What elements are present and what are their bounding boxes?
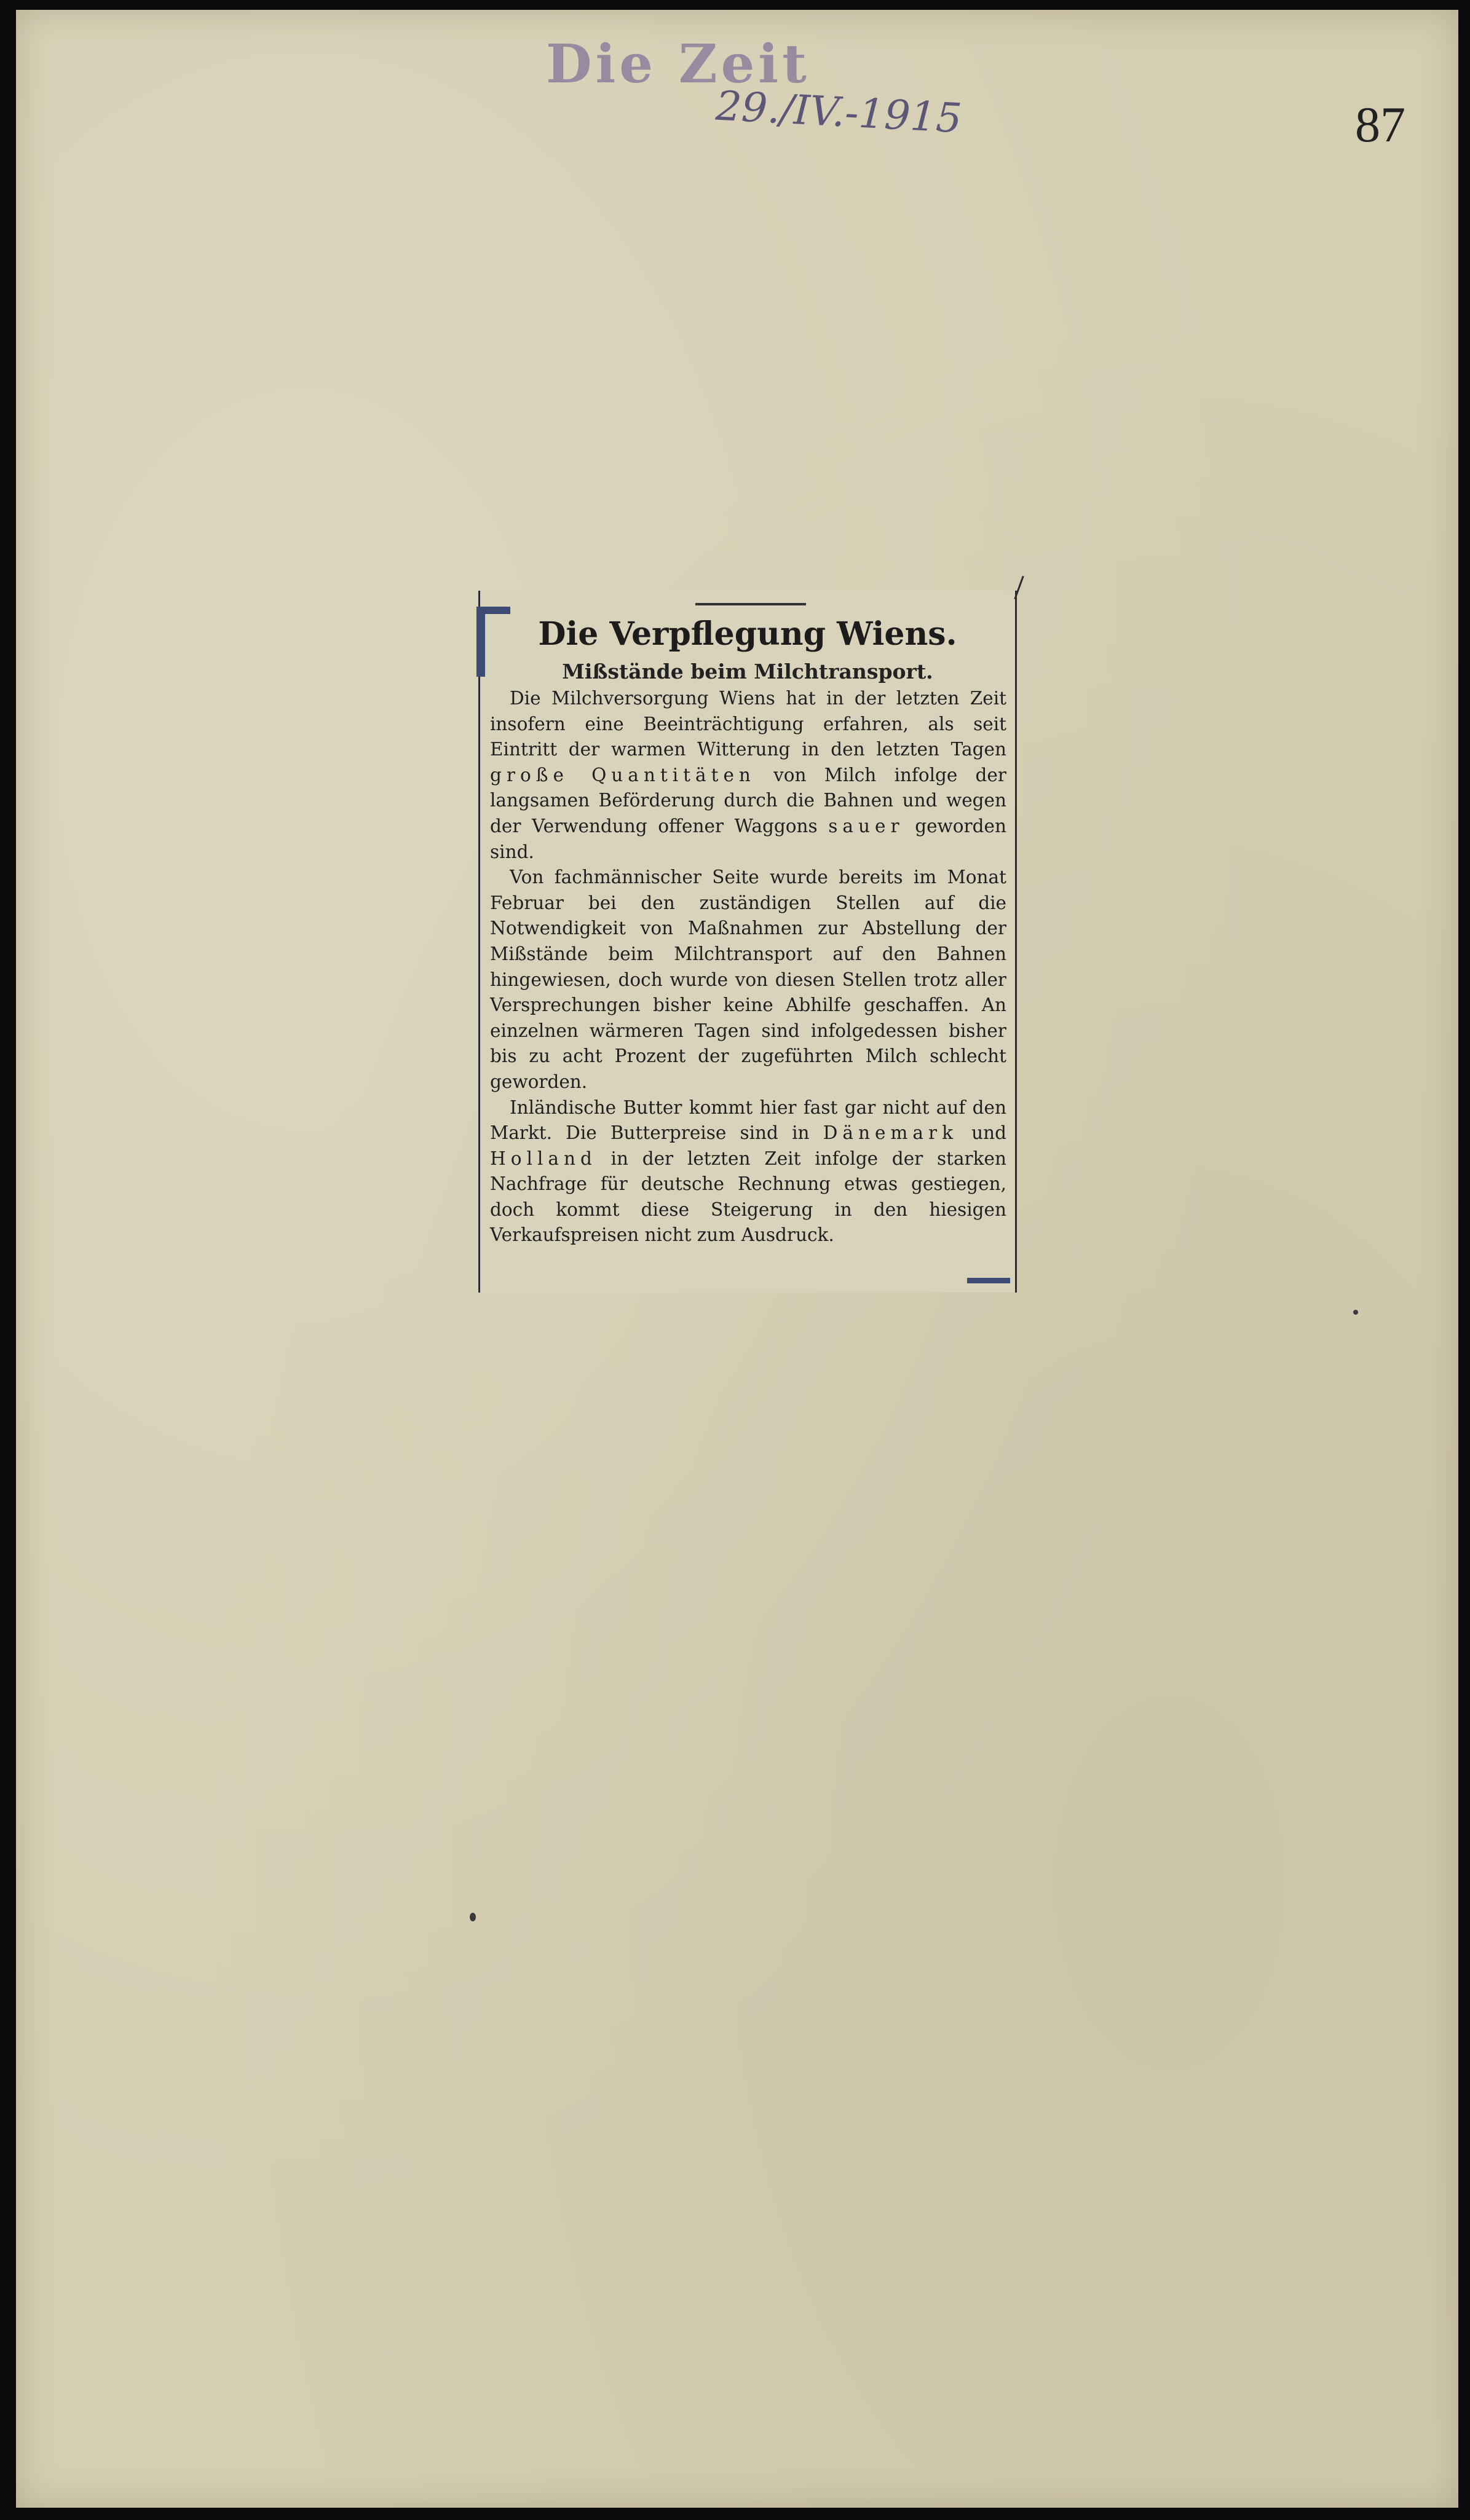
article-body (490, 686, 1006, 1248)
article-paragraph: Von fachmännischer Seite wurde bereits im Monat Februar bei den zuständigen Stellen auf die Notwendigkeit von Maßnahmen zur Abstellung der Mißstände beim Milchtransport auf den Bahnen hingewiesen, doch wurde von diesen Stellen trotz aller Versprechungen bisher keine Abhilfe geschaffen. An einzelnen wärmeren Tagen sind infolgedessen bisher bis zu acht Prozent der zugeführten Milch schlecht geworden. (490, 867, 1006, 1092)
text-run: geworden sind. (490, 815, 1006, 862)
article-subheadline: Mißstände beim Milchtransport. (562, 660, 933, 683)
text-run: und (957, 1122, 1007, 1144)
emphasized-text: große Quantitäten (490, 764, 756, 786)
article-paragraph (490, 686, 1006, 865)
text-run: in der letzten Zeit infolge der starken Nachfrage für deutsche Rechnung etwas gestiegen, doch kommt diese Steigerung in den hiesigen Verkaufspreisen nicht zum Ausdruck. (490, 1148, 1006, 1246)
article-paragraph (490, 1095, 1006, 1249)
archive-sheet (16, 10, 1458, 2508)
text-run: von Milch infolge der langsamen Beförderung durch die Bahnen und wegen der Verwendung offener Waggons (490, 764, 1006, 837)
blue-pencil-mark (967, 1278, 1010, 1283)
text-run: Die Milchversorgung Wiens hat in der letzten Zeit insofern eine Beeinträchtigung erfahren, als seit Eintritt der warmen Witterung in den letzten Tagen (490, 688, 1006, 760)
newspaper-stamp: Die Zeit (546, 33, 810, 95)
article-headline: Die Verpflegung Wiens. (538, 615, 957, 653)
text-run: Inländische Butter kommt hier fast gar nicht auf den Markt. Die Butterpreise sind in (490, 1097, 1006, 1144)
newspaper-clipping (478, 591, 1017, 1293)
paper-speck (1353, 1310, 1358, 1315)
emphasized-text: Holland (490, 1148, 597, 1169)
emphasized-text: Dänemark (823, 1122, 958, 1144)
page-number: 87 (1355, 96, 1405, 152)
pencil-mark (1014, 576, 1024, 600)
emphasized-text: sauer (828, 815, 904, 837)
paper-speck (470, 1913, 476, 1921)
handwritten-date: 29./IV.-1915 (714, 82, 963, 143)
headline-rule (695, 603, 806, 605)
